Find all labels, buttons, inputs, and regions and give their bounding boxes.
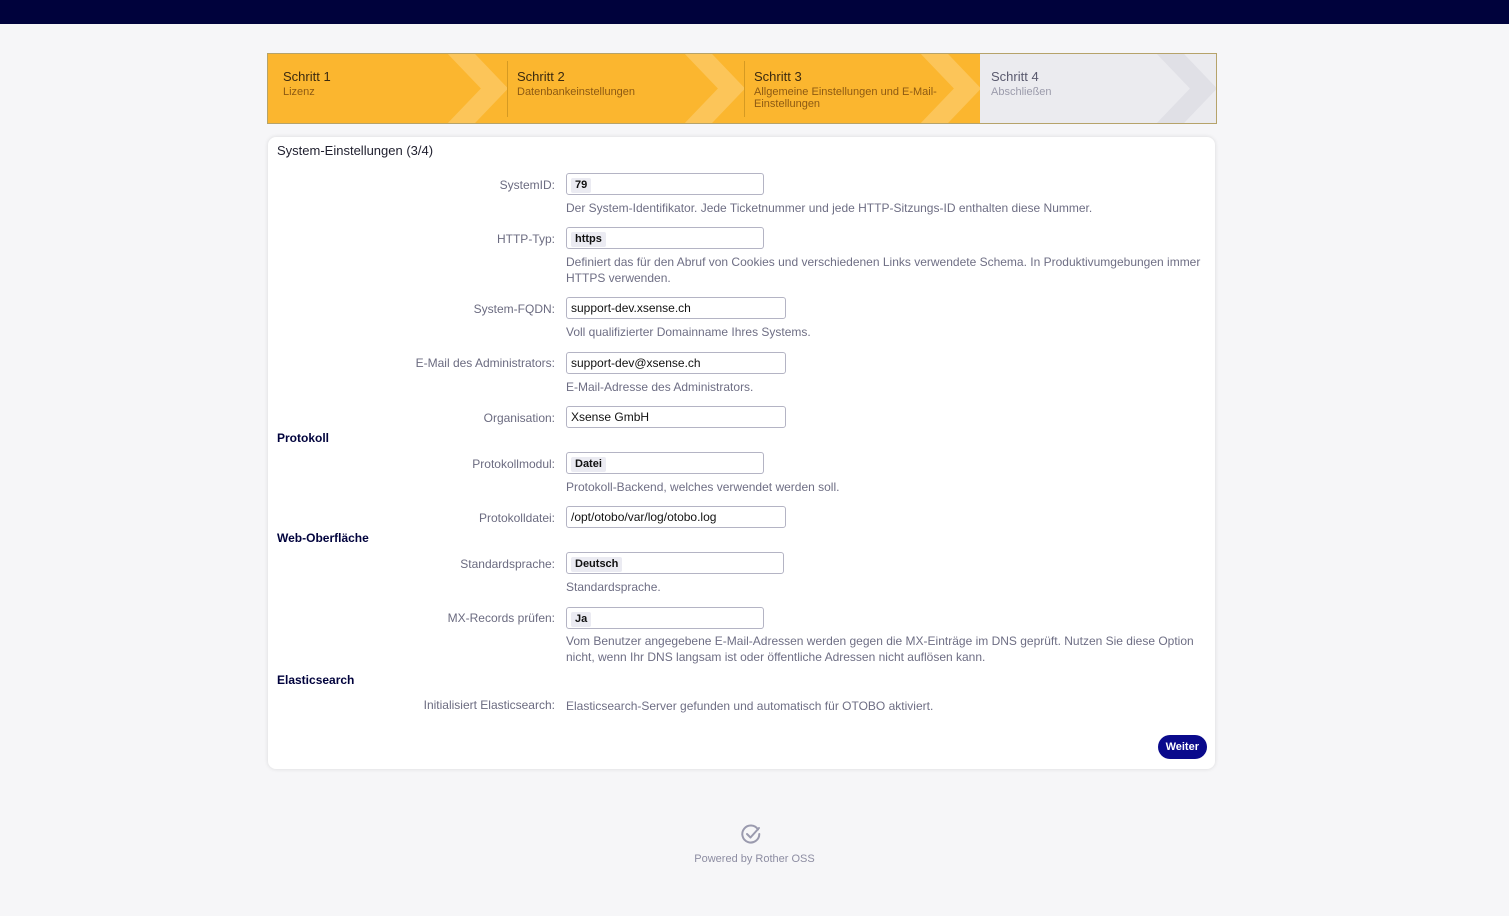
log-module-description: Protokoll-Backend, welches verwendet werden soll. bbox=[566, 480, 840, 494]
top-bar bbox=[0, 0, 1509, 24]
step-subtitle: Abschließen bbox=[991, 86, 1052, 98]
log-file-label: Protokolldatei: bbox=[478, 511, 555, 525]
step-subtitle: Lizenz bbox=[283, 86, 315, 98]
organisation-label: Organisation: bbox=[483, 411, 555, 425]
language-description: Standardsprache. bbox=[566, 580, 661, 594]
language-label: Standardsprache: bbox=[460, 557, 555, 571]
organisation-input[interactable]: Xsense GmbH bbox=[566, 406, 786, 428]
admin-email-label: E-Mail des Administrators: bbox=[415, 356, 555, 370]
step-title: Schritt 2 bbox=[517, 69, 565, 84]
systemid-description: Der System-Identifikator. Jede Ticketnummer und jede HTTP-Sitzungs-ID enthalten diese Nummer. bbox=[566, 201, 1093, 215]
systemid-value: 79 bbox=[571, 178, 591, 193]
fqdn-description: Voll qualifizierter Domainname Ihres Systems. bbox=[566, 325, 811, 339]
systemid-select[interactable] bbox=[566, 173, 764, 195]
mx-check-description: Vom Benutzer angegebene E-Mail-Adressen werden gegen die MX-Einträge im DNS geprüft. Nutzen Sie diese Option nicht, wenn Ihr DNS langsam ist oder öffentliche Adressen nicht auflösen kann. bbox=[566, 634, 1194, 664]
step-title: Schritt 4 bbox=[991, 69, 1039, 84]
mx-check-select[interactable] bbox=[566, 607, 764, 629]
http-type-select[interactable] bbox=[566, 227, 764, 249]
admin-email-description: E-Mail-Adresse des Administrators. bbox=[566, 380, 754, 394]
step-subtitle: Datenbankeinstellungen bbox=[517, 86, 636, 98]
step-1 bbox=[268, 54, 507, 123]
elasticsearch-label: Initialisiert Elasticsearch: bbox=[423, 698, 555, 712]
systemid-label: SystemID: bbox=[499, 178, 555, 192]
http-type-description: Definiert das für den Abruf von Cookies und verschiedenen Links verwendete Schema. In Produktivumgebungen immer HTTPS verwenden. bbox=[566, 255, 1201, 285]
step-title: Schritt 3 bbox=[754, 69, 802, 84]
language-value: Deutsch bbox=[571, 557, 622, 572]
mx-check-value: Ja bbox=[571, 612, 591, 627]
log-module-label: Protokollmodul: bbox=[472, 457, 555, 471]
footer-text: Powered by Rother OSS bbox=[694, 853, 815, 865]
wizard-steps bbox=[267, 53, 1217, 124]
language-select[interactable] bbox=[566, 552, 784, 574]
section-protokoll: Protokoll bbox=[277, 431, 330, 445]
log-file-input[interactable]: /opt/otobo/var/log/otobo.log bbox=[566, 506, 786, 528]
http-type-value: https bbox=[571, 232, 606, 247]
step-4 bbox=[980, 54, 1216, 123]
fqdn-label: System-FQDN: bbox=[473, 302, 555, 316]
section-web: Web-Oberfläche bbox=[277, 531, 369, 545]
http-type-label: HTTP-Typ: bbox=[496, 232, 555, 246]
admin-email-input[interactable]: support-dev@xsense.ch bbox=[566, 352, 786, 374]
log-module-select[interactable] bbox=[566, 452, 764, 474]
log-module-value: Datei bbox=[571, 457, 606, 472]
settings-card bbox=[268, 137, 1215, 769]
section-elasticsearch: Elasticsearch bbox=[277, 673, 355, 687]
step-2 bbox=[507, 54, 744, 123]
step-3 bbox=[744, 54, 980, 123]
card-title: System-Einstellungen (3/4) bbox=[277, 143, 434, 158]
elasticsearch-status: Elasticsearch-Server gefunden und automatisch für OTOBO aktiviert. bbox=[566, 699, 934, 713]
mx-check-label: MX-Records prüfen: bbox=[447, 611, 555, 625]
check-circle-icon bbox=[740, 823, 762, 845]
next-button[interactable]: Weiter bbox=[1158, 735, 1207, 759]
step-title: Schritt 1 bbox=[283, 69, 331, 84]
step-subtitle: Allgemeine Einstellungen und E-Mail-Einstellungen bbox=[754, 86, 937, 110]
fqdn-input[interactable]: support-dev.xsense.ch bbox=[566, 297, 786, 319]
